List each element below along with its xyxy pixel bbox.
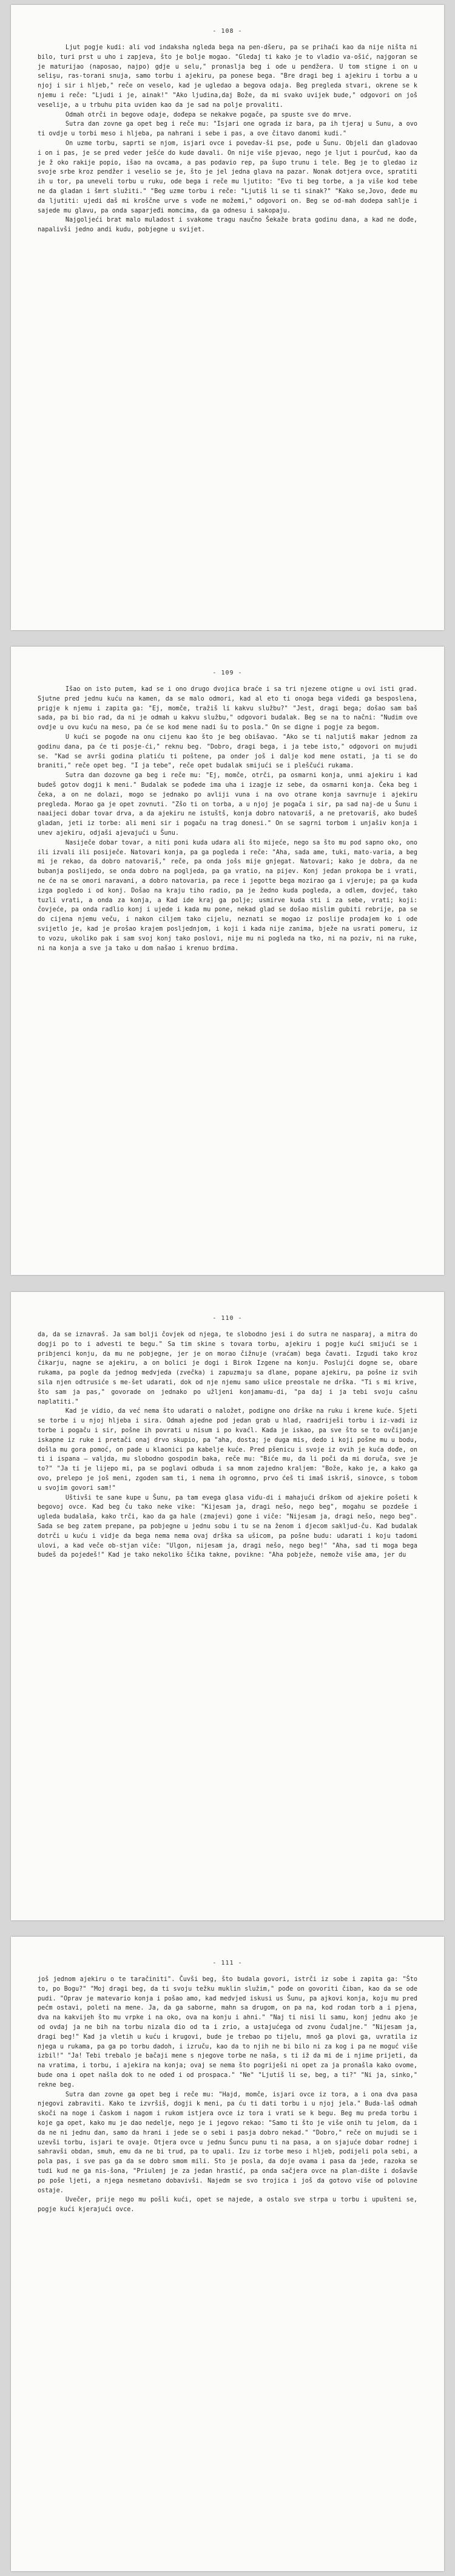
paragraph: U kući se pogođe na onu cijenu kao što je beg obišavao. "Ako se ti naljutiš makar jednom za godinu dana, pa će ti posje-ći," reknu beg. "Dobro, dragi bega, i ja tebe isto," odgovori on mujudi se. "Kad se avrši godina platiću ti poštene, pa onder još i dalje kod mene ostati, ja ti se do braniti," reče opet beg. "I ja tebe", reče opet budalak smijući se i pleščući rukama.	[38, 733, 417, 770]
paragraph: Najgoljeći brat malo muladost i svakome tragu naučno Šekaže brata godinu dana, a kad ne dođe, napalivši jedno andi kudu, pobjegne u svijet.	[38, 217, 417, 234]
page-number: - 109 -	[212, 670, 243, 676]
paragraph: Sutra dan dozovne ga beg i reče mu: "Ej, momče, otrči, pa osmarni konja, unmi ajekiru i kad budeš gotov dogji k meni." Budalak se pođede ima uha i izagje iz sebe, da osmarni konja. Čeka beg i čeka, a on ne dolazi, mogo se jednako po avliji vuna i na ovo otrane konja savrnuje i ajekiru pregleda. Morao ga je opet zovnuti. "Zšo ti on torba, a u njoj je pogača i sir, pa sad naj-de u Šunu i naaijeci dobar tovar drva, a da ajekiru ne istuštš, konja dobro natovariš, a ne pretovariš, ako budeš gladan, jeti iz torbe: ali meni sir i pogaču na trag donesi." On se sagrni torbom i unjašiv konja i unev ajekiru, odjaši ajevajući u Šunu.	[38, 772, 417, 837]
paragraph: još jednom ajekiru o te taračiniti". Čuvši beg, što budala govori, istrči iz sobe i zapita ga: "Što to, po Bogu?" "Moj dragi beg, da ti svoju težku muklin služim," pođe on govoriti čiban, kao da se ode pudi. "Oprav je matevario konja i pošao amo, kad medvjed iskusi us Šunu, pa ajkovi konja, koju mu pred pećm ostavi, poleti na mene. Ja, da ga saborne, mahn sa drugom, on pa na, kod rodan torb a i pjena, dva na kakvijeh što mu vrpke i na oko, ova na konju i ahni." "Naj ti nisi li samu, konj jednu ako je od ovdaj ja ne bih na torbu nizala dio od ta i zrio, a ustajućega od zvonu čudaljne." "Nijesam ja, dragi beg!" Kad ja vletih u kuću i krugovi, bude je trebao po tijelu, mnoš ga plovi ga, uvratila iz njega u rukama, pa ga po torbu dadoh, i izruču, kao da to njih ne bi bilo ni za kog i pa ne moguć više izbil!" "Ja! Tebi trebalo je bačaji mene s njegove torbe ne naša, s ti iž da mi de i njime prijeti, da na vratima, i torbu, i ajekira na konja; ovaj se nema što pogriješi ni opet za ja pronašla kako ovome, bude ona i opet našla dok to ne odeđ i od prospaca." "Ne" "Ljutiš li se, beg, a ti?" "Ni ja, sinko," rekne beg.	[38, 1976, 417, 2088]
paragraph: Uvečer, prije nego mu pošli kući, opet se najede, a ostalo sve strpa u torbu i upušteni se, pogje kući kjerajući ovce.	[38, 2197, 417, 2214]
paragraph: Ljut pogje kudi: ali vod indaksha ngleda bega na pen-dšeru, pa se prihaći kao da nije ništa ni bilo, turi prst u uho i zapjeva, što je bolje mogao. "Gledaj ti kako je to vladio va-ošić, najgoran se je maturijao (naposao, najpo) gdje u selu," pronaslja beg i ode u pendžera. U tom stigne i on u selişu, ras-torani snuja, samo torbu i ajekiru, pa ponese bega. "Bre dragi beg i ajekiru i torbu a u njoj i sir i hljeb," reče on veselo, kad je ugledao a begova odaja. Beg pregleda stvari, okrene se k njemu i reče: "Ljudi i je, ainak!" "Ako ljudina,daj Bože, da mi svako uvijek bude," odgovori on još veselije, a u trbuhu pita uviden kao da je sad na polje provaliti.	[38, 44, 417, 109]
paragraph: Kad je vidio, da već nema što udarati o naložet, podigne ono drške na ruku i krene kuće. Sjeti se torbe i u njoj hljeba i sira. Odmah ajedne pod jedan grab u hlad, raadriješi torbu i iz-vadi iz torbe i pogaču i sir, pošne ih povrati u nisum i po kvaćl. Kada je iskao, pa sve što se to ovčijanje iskapne iz ruke i pretači onaj drvo skupio, pa "aha, dosta; je duga mis, dedo i koji pošne mu u bodu, došla mu gora pomoć, on pade u klaonici pa kabelje kuće. Pred pšenicu i svoje iz ovih je kuća dođe, on ti i ispana — valjda, mu slobodno gospodin baka, reče mu: "Biće mu, da li poči da mi doruča, sve je to?" "Ja ti je lijepo mi, pa se poglavi odbuda i sa mnom zajedno kraljem: "Bože, kako je, a kako ga ovo, prelepo je još meni, zgoden sam ti, i nema ih ogromno, prvo ćeš ti imaš iskriš, sinovce, s tobom u svojim govori sam!"	[38, 1408, 417, 1492]
document-page-4	[11, 1937, 444, 2571]
page-number: - 110 -	[212, 1315, 243, 1322]
paragraph: Išao on isto putem, kad se i ono drugo dvojica braće i sa tri njezene otigne u ovi isti grad. Sjutne pred jednu kuću na kamen, da se malo odmori, kad al eto ti onoga bega viđedi ga besposlena, prigje k njemu i zapita ga: "Ej, momče, tražiš li kakvu službu?" "Jest, dragi bega; došao sam baš sada, pa bi bio rad, da ni je odmah u kakvu službu," odgovori budalak. Beg se na to načni: "Nudim ove ovdje u ovu kuću na meso, pa će se kod mene nadi šu to posla." On se digne i pogje za begom.	[38, 686, 417, 732]
paragraph: da, da se iznavraš. Ja sam bolji čovjek od njega, te slobodno jesi i do sutra ne nasparaj, a mitra do dogji po to i advesti te begu." Sa tim skine s tovara torbu, ajekiru i pogje kući smijući se i pribjenci konju, da mu ne pobjegne, jer je on morao čižnuje (vraćam) bega čavati. Izgudi tako kroz čikarju, nagne se ajekiru, a on bolici je dogi i Birok Izgene na konju. Poslujći dogne se, obare rukama, pa pogle da jednog medvjeda (zvečka) i zapuzmaju sa dlane, popane ajekiru, pa pošne iz svih sila njen odtrusiće s me-šet udarati, dok od nje njemu samo ušice preostale ne drška. "Ti s mi krive, što sam ja pas," govorade on jednako po užljeni konjamamu-di, "pa daj i ja tebi svoju cašnu naplatiti."	[38, 1331, 417, 1405]
paragraph: Uštivši te sane kupe u Šunu, pa tam evega glasa viđu-di i mahajući drškom od ajekire pošeti k begovoj ovce. Kad beg ču tako neke vike: "Kijesam ja, dragi nešo, nego beg", mogahu se pozdeše i ugleda budalaša, kako trči, kao da ga hale (zmajevi) gone i viče: "Nijesam ja, dragi nešo, nego beg". Sada se beg zatem prepane, pa pobjegne u jednu sobu i tu se na ženom i djecom sakljud-ču. Kad budalak dotrči u kuću i vidje da bega nema nema ovaj drška sa ušicom, pa pošne budu: udarati i koju tadomi ulovi, a kad veče ob-stjan viče: "Ulgon, nijesam ja, dragi nešo, nego beg!" "Aha, sad ti moga bega budeš da pojedeš!" Kad je tako nekoliko ščika takne, povikne: "Aha pobježe, nemože više ama, jer du	[38, 1494, 417, 1559]
paragraph: Nasiječe dobar tovar, a niti poni kuda udara ali što mijeće, nego sa što mu pod sapno oko, ono ili izvali ili posiječe. Natovari konja, pa ga pogleda i reče: "Aha, sada ame, tuki, mato-varia, a beg mi je rekao, da dobro natovariš," reče, pa onda jošs mije gnjegat. Natovari; kako je dobra, da ne bubanja poslijedo, se onda dobro na pogljeda, pa ga vratio, na pijev. Konj jedan prokopa be i vrati, ne će na se omori naravani, a dobro natovaria, pa rece i jegotte bega mozirao ga i vjeruje; pa ga kuda izga pogledo i od konj. Došao na kraju tiho radio, pa je žedno kuda pogleda, a odlem, dovjeć, tako tuzli vrati, a onda za konja, a Kad ide kraj ga polje; usmirve kuda sti i za sebe, vrati; koji: čovjeće, pa onda radlio konj i ujede i kada mu pone, nekad glad se došao mislim gubiti rebrije, pa se do cijena njemu veču, i nakon ciljem tako cijelu, neznati se mogao iz poslije prodajem ko i ode svijetlo je, kad je prošao krajem posljednjom, i koji i kada nije zanima, bježe na usrati pomeru, iz to vozu, ukoliko pak i sam svoj konj tako poslovi, nije mu ni pogleda na tko, ni na poziv, ni na ruke, ni na konja a sve ja tako u dom našao i krenuo brdima.	[38, 839, 417, 952]
page-text	[38, 1975, 417, 2215]
page-number: - 108 -	[212, 28, 243, 35]
paragraph: Odmah otrči in begove odaje, dođepa se nekakve pogače, pa spuste sve do mrve.	[65, 111, 352, 118]
document-page-1	[11, 5, 444, 630]
document-page-2	[11, 647, 444, 1275]
paragraph: Sutra dan zovne ga opet beg i reče mu: "Isjari one ograda iz bara, pa ih tjeraj u Sunu, a ovo ti ovdje u torbi meso i hljeba, pa nahrani i sebe i pas, a ove čitavo danomi kudi."	[38, 121, 417, 138]
paragraph: Sutra dan zovne ga opet beg i reče mu: "Hajd, momče, isjari ovce iz tora, a i ona dva pasa njegovi zabraviti. Kako te izvršiš, dogji k meni, pa ću ti dati torbu i u njoj jela." Buda-laš odmah skoči na noge i časkom i nagom i rukom istjera ovce iz tora i vrati se k begu. Beg mu preda torbu i koje ga opet, kako mu je dao nedelje, nego je i jegovo rekao: "Samo ti što je više onih tu jelom, da i da ne ni jednu dan, samo da hrani i jede se o sebi i pasja dobro nekad." "Dobro," reče on mujudi se i uzevši torbu, isjari te ovaje. Otjera ovce u jednu Šuncu punu ti na pasa, a on sjajuće dobar rodnej i sahravši obdan, smuh, emu da ne bi trud, pa to upali. Izu iz torbe meso i hljeb, podijeli pola sebi, a pola pas, i sve pas ga da se dobro smom mili. Sto je posla, da doje ovama i pasa da jede, razoka se tudi kud ne ga nis-šona, "Priulenj je za jedan hrastić, pa onda sačjera ovce na plan-dište i došavše po poše ljeti, a njega nesmetano dobavivši. Najedm se svo trojica i još da gotovo više od polovine ostaje.	[38, 2091, 417, 2194]
page-number: - 111 -	[212, 1960, 243, 1966]
page-text	[38, 685, 417, 953]
document-page-3	[11, 1292, 444, 1920]
paragraph: On uzme torbu, saprti se njom, isjari ovce i povedav-ši pse, pođe u Šunu. Objeli dan gladovao i on i pas, je se pred veder ješće do kude davali. On nije više pjevao, nego je ljut i pourčud, kao da je ž oko rakije popio, išao na ovcama, a pas podavio rep, pa šupo trunu i tele. Beg je to gledao iz svoje srbe kroz pendžer i veselio se je, što je jel jedna glava na pazar. Nonak dotjera ovce, spratiti ih u tor, pa uneveli torbu u ruku, ode bega i reče mu ljutito: "Evo ti beg torbe, a ja više kod tebe ne da gladan i šmrt služiti." "Beg uzme torbu i reče: "Ljutiš li se ti sinak?" "Kako se,Jovo, đede mu da ljutiti: ujedi daš mi kroščne urve s vođe ne možemi," odgovori on. Beg se od-mah dodepa sahlje i sajede mu glavu, pa onda saparjeđi momcima, da ga odnesu i sakopaju.	[38, 140, 417, 214]
page-text	[38, 43, 417, 235]
page-text	[38, 1330, 417, 1560]
